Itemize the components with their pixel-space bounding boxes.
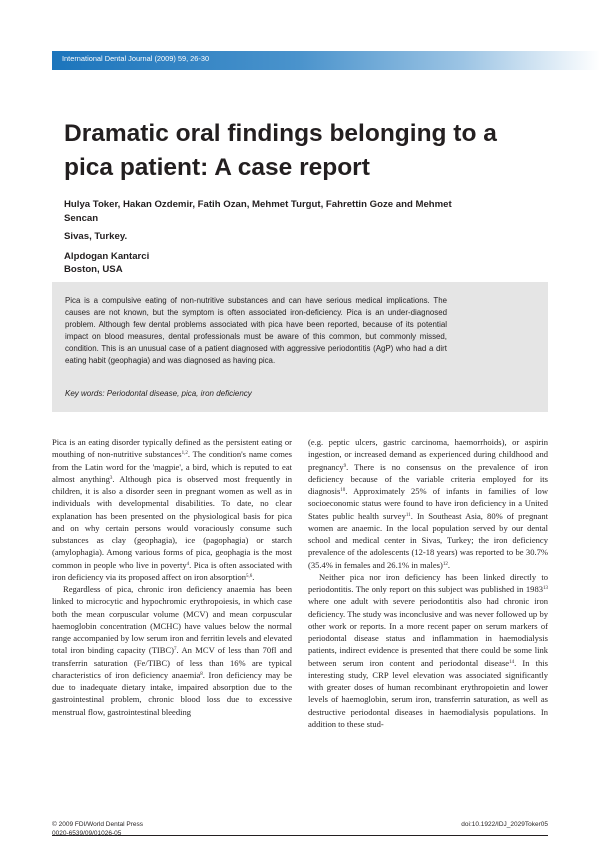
paragraph-intro: Pica is an eating disorder typically defined as the persistent eating or mouthing of non-nutritive substances$^{1,2}$. The condition's name comes from the Latin word for the 'magpie', a bird, which is reputed to eat almost anything$^3$. Although pica is observed most frequently in children, it is also a disorder seen in pregnant women as well as in individuals with developmental disabilities. To date, no clear explanation has been presented on the physiological basis for pica and on why certain persons would voraciously consume such substances as clay (geophagia), ice (pagophagia) or starch (amylophagia). Among various forms of pica, geophagia is the most common in people who live in poverty$^4$. Pica is often associated with iron deficiency via its proposed affect on iron absorption$^{5,6}$. [52,437,293,582]
paragraph-prevalence: (e.g. peptic ulcers, gastric carcinoma, haemorrhoids), or aspirin ingestion, or increased demand as experienced during childhood and pregnancy$^9$. There is no consensus on the prevalence of iron deficiency because of the variable criteria employed for its diagnosis$^{10}$. Approximately 25% of infants in families of low socioeconomic status were found to have iron deficiency in a United States public health survey$^{11}$. In Southeast Asia, 80% of pregnant women are anaemic. In the local population served by our dental school and medical center in Sivas, Turkey; the iron deficiency prevalence of the adolescents (12-18 years) was reported to be 30.7% (35.4% in females and 26.1% in males)$^{12}$. [308,437,548,570]
author-location-2: Boston, USA [64,264,123,275]
body-column-right [308,436,548,730]
abstract-text: Pica is a compulsive eating of non-nutritive substances and can have serious medical implications. The causes are not known, but the symptom is often associated iron-deficiency. Pica is an under-diagnosed problem. Although few dental problems associated with pica have been reported, because of its potential impact on blood measures, dental professionals must be aware of this common, but commonly missed, condition. This is an unusual case of a patient diagnosed with aggressive periodontitis (AgP) who had a dirt eating habit (geophagia) and was diagnosed as having pica. [65,296,447,365]
author-location-1: Sivas, Turkey. [64,231,128,242]
body-column-left [52,436,292,718]
paragraph-periodontitis: Neither pica nor iron deficiency has been linked directly to periodontitis. The only report on this subject was published in 1983$^{13}$ where one adult with severe periodontitis also had chronic iron deficiency. The study was inconclusive and was never followed up by other work or reports. In a more recent paper on serum markers of periodontal disease status and inflammation in haemodialysis patients, indirect evidence is presented that there could be some link between serum iron content and periodontal disease$^{14}$. In this interesting study, CRP level elevation was associated significantly with greater doses of human recombinant erythropoietin and lower levels of haemoglobin, serum iron, transferrin saturation, as well as destructive periodontal diseases in haemodialysis populations. In addition to these stud- [308,571,548,729]
author-list-2: Alpdogan Kantarci [64,251,150,262]
keywords: Key words: Periodontal disease, pica, iron deficiency [65,389,252,398]
issn: 0020-6539/09/01026-05 [52,830,122,837]
article-title: Dramatic oral findings belonging to a pica patient: A case report [64,120,497,181]
paragraph-anaemia: Regardless of pica, chronic iron deficiency anaemia has been linked to microcytic and hypochromic erythropoiesis, in which case both the mean corpuscular volume (MCV) and mean corpuscular haemoglobin concentration (MCHC) have values below the normal range accompanied by low serum iron and ferritin levels and elevated total iron binding capacity (TIBC)$^7$. An MCV of less than 70fl and transferrin saturation (Fe/TIBC) of less than 16% are typical characteristics of iron deficiency anaemia$^8$. Iron deficiency may be due to inadequate dietary intake, impaired absorption due to the gastrointestinal problem, chronic blood loss due to excessive menstrual flow, gastrointestinal bleeding [52,584,293,717]
copyright: © 2009 FDI/World Dental Press [52,821,144,828]
journal-citation: International Dental Journal (2009) 59, 26-30 [62,54,210,63]
footer-divider [52,835,548,836]
doi: doi:10.1922/IDJ_2029Toker05 [461,821,548,828]
author-list-1: Hulya Toker, Hakan Ozdemir, Fatih Ozan, Mehmet Turgut, Fahrettin Goze and Mehmet Sencan [64,199,452,224]
